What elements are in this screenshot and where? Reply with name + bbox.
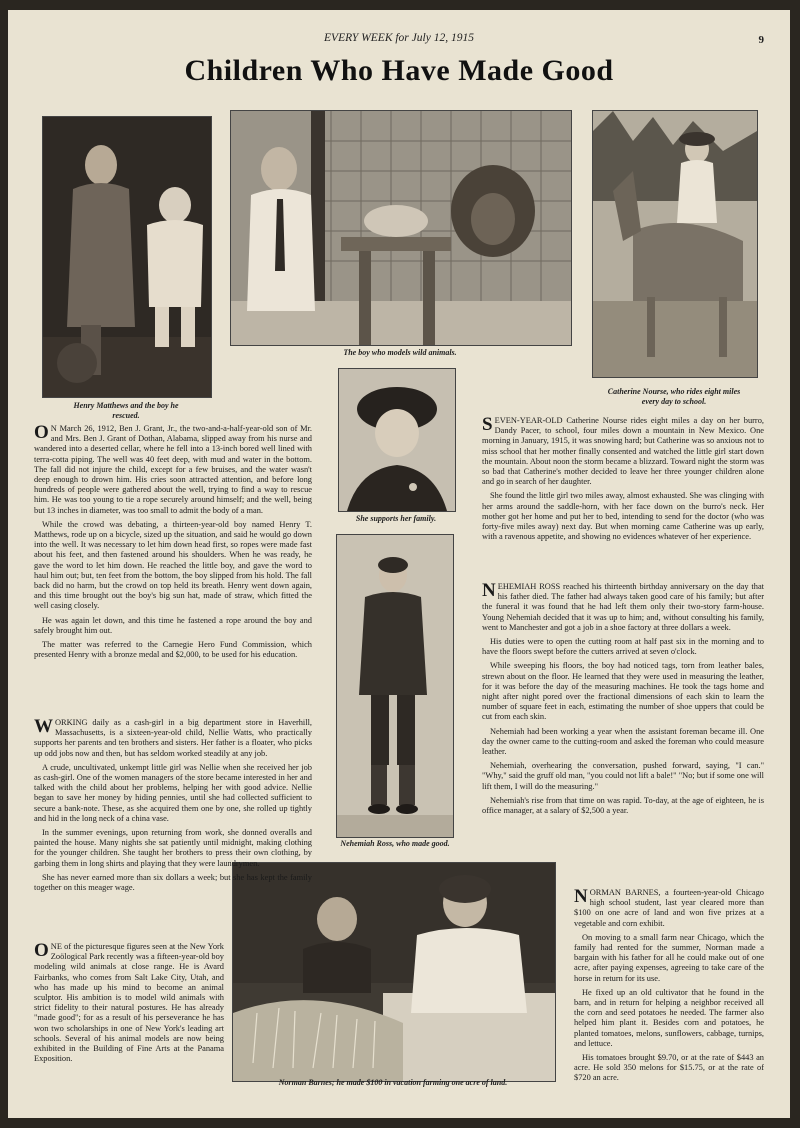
story-grant-p4: The matter was referred to the Carnegie Hero Fund Commission, which presented Henry with a bronze medal and $2,000, to be used for his education. (34, 640, 312, 660)
story-barnes (574, 888, 764, 1100)
girl-portrait-photo-icon (339, 369, 455, 511)
story-watts (34, 718, 312, 940)
drop-cap-barnes: N (574, 888, 588, 907)
story-barnes-p2: On moving to a small farm near Chicago, which the family had rented for the summer, Norman made a bargain with his father for all he could make out of one acre, after paying expenses, agreeing to take care of the horse in return for its use. (574, 932, 764, 983)
story-grant (34, 424, 312, 716)
story-nourse-p2: She found the little girl two miles away, almost exhausted. She was clinging with her arms around the saddle-horn, with her face down on the burro's neck. Her mother got her home and put her to bed, intending to send for the doctor (who was forty-five miles away) next day. But when morning came Catherine was up early, with a ravenous appetite, and showing no evidences whatever of her experience. (482, 491, 764, 542)
boy-standing-photo-icon (337, 535, 453, 837)
story-barnes-lead: ORMAN BARNES, a fourteen-year-old Chicago high school student, last year cleared more than $100 on one acre of land and won five prizes at a vegetable and corn exhibit. (574, 888, 764, 928)
story-watts-lead: ORKING daily as a cash-girl in a big department store in Haverhill, Massachusetts, is a sixteen-year-old child, Nellie Watts, who practically supports her parents and ten brothers and sisters. Her father is a floater, who picks up odd jobs now and then, but has seldom worked steadily at any job. (34, 718, 312, 758)
ross-photo (336, 534, 454, 838)
story-ross-lead: EHEMIAH ROSS reached his thirteenth birthday anniversary on the day that his father died. The father had always taken good care of his family; but after the funeral it was found that he had left them only their two-story farm-house. Young Nehemiah decided that it was up to him; and, without consulting his family, went to Manchester and got a job in a shoe factory at three dollars a week. (482, 582, 764, 632)
story-nourse (482, 416, 764, 576)
matthews-photo-icon (43, 117, 211, 397)
magazine-page (8, 10, 790, 1118)
page-number: 9 (758, 34, 764, 46)
story-ross (482, 582, 764, 856)
drop-cap-grant: O (34, 424, 49, 443)
story-watts-p3: In the summer evenings, upon returning from work, she donned overalls and painted the house. Many nights she sat patiently until midnight, making clothing for the younger children. She taught her brothers to press their own clothing, by garbing them in long shirts and playing that they were laundrymen. (34, 828, 312, 868)
story-fairbanks (34, 942, 224, 1092)
page-title: Children Who Have Made Good (184, 54, 614, 87)
nourse-photo (592, 110, 758, 378)
matthews-photo (42, 116, 212, 398)
family-photo (338, 368, 456, 512)
drop-cap-nourse: S (482, 416, 493, 435)
story-ross-p5: Nehemiah, overhearing the conversation, pushed forward, saying, "I can." "Why," said the gruff old man, "you could not lift a bale!" "No; but if some one will lift them, I will do the measuring." (482, 761, 764, 791)
drop-cap-watts: W (34, 718, 53, 737)
barnes-caption: Norman Barnes; he made $100 in vacation farming one acre of land. (278, 1078, 508, 1087)
story-fairbanks-lead: NE of the picturesque figures seen at the New York Zoölogical Park recently was a fifteen-year-old boy modeling wild animals at close range. He is Avard Fairbanks, who comes from Salt Lake City, Utah, and who has made up his mind to become an animal sculptor. His ambition is to model wild animals with strict fidelity to their natural postures. He has already "made good"; for as a result of his perseverance he has won two scholarships in one of New York's leading art schools. Several of his animal models are now being exhibited in the Building of Fine Arts at the Panama Exposition. (34, 942, 224, 1064)
story-watts-p2: A crude, uncultivated, unkempt little girl was Nellie when she received her job as cash-girl. One of the women managers of the store became interested in her and talked with the child about her problems, helping her with good advice. Nellie began to save her money by hiding pennies, until she had collected sufficient to secure a bank-note. These, as she acquired them one by one, she rolled up tightly and hid in the long neck of a china vase. (34, 762, 312, 823)
drop-cap-fairbanks: O (34, 942, 49, 961)
story-grant-p3: He was again let down, and this time he fastened a rope around the boy and safely brought him out. (34, 615, 312, 635)
family-caption: She supports her family. (355, 514, 437, 523)
story-grant-p2: While the crowd was debating, a thirteen-year-old boy named Henry T. Matthews, rode up on a bicycle, sized up the situation, and said he would go down into the well. It was necessary to let him down head first, so ropes were made fast about his feet, and then fastened around his shoulders. When he was ready, he gave the word to let him down. He reached the little boy, and gave the word to haul him out; but, ten feet from the bottom, the boy slipped from his hold. The fall back did no harm, but the crowd on top held its breath. Henry went down again, and this time brought out the boy's big sun hat, made of straw, which fitted the well casing closely. (34, 519, 312, 611)
story-ross-p3: While sweeping his floors, the boy had noticed tags, torn from leather bales, strewn about on the floor. He learned that they were used in measuring the leather, for it was before the day of the measuring machines. He took the tags home and night after night pored over the fractional dimensions of each skin to learn the number of square feet in each, estimating the number of shoe uppers that could be cut from each skin. (482, 661, 764, 722)
story-ross-p6: Nehemiah's rise from that time on was rapid. To-day, at the age of eighteen, he is office manager, at a salary of $2,500 a year. (482, 795, 764, 816)
matthews-caption: Henry Matthews and the boy he rescued. (73, 401, 179, 420)
story-ross-p4: Nehemiah had been working a year when the assistant foreman became ill. One day the owner came to the cutting-room and asked the foreman who could measure leather. (482, 726, 764, 757)
models-caption: The boy who models wild animals. (343, 348, 457, 357)
story-ross-p2: His duties were to open the cutting room at half past six in the morning and to have the floors swept before the cutters arrived at seven o'clock. (482, 637, 764, 657)
story-watts-p4: She has never earned more than six dollars a week; but she has kept the family together on this meager wage. (34, 872, 312, 893)
story-barnes-p4: His tomatoes brought $9.70, or at the rate of $443 an acre. He sold 350 melons for $15.75, or at the rate of $720 an acre. (574, 1053, 764, 1083)
sculptor-lion-photo-icon (231, 111, 571, 345)
story-nourse-lead: EVEN-YEAR-OLD Catherine Nourse rides eight miles a day on her burro, Dandy Pacer, to school, four miles down a mountain in New Mexico. One morning in January, 1915, it was snowing hard; but Catherine was so anxious not to miss school that her mother finally consented and watched the little girl start down the mountain. About noon the storm became a blizzard. Toward night the storm was so bad that Catherine's mother decided to leave her three younger children alone and go in search of her daughter. (482, 416, 764, 487)
girl-on-burro-photo-icon (593, 111, 757, 377)
ross-caption: Nehemiah Ross, who made good. (340, 839, 450, 848)
drop-cap-ross: N (482, 582, 496, 601)
models-photo (230, 110, 572, 346)
nourse-caption: Catherine Nourse, who rides eight miles every day to school. (607, 387, 741, 406)
story-barnes-p3: He fixed up an old cultivator that he found in the barn, and in return for helping a neighbor received all the corn and seed potatoes he needed. The farmer also helped him plant it. Besides corn and potatoes, he planted tomatoes, melons, sunflowers, cabbage, turnips, and lettuce. (574, 987, 764, 1048)
running-header: EVERY WEEK for July 12, 1915 (324, 32, 474, 44)
story-grant-lead: N March 26, 1912, Ben J. Grant, Jr., the two-and-a-half-year-old son of Mr. and Mrs. Ben J. Grant of Dothan, Alabama, slipped away from his nurse and wandered into a deserted cellar, where he fell into a 13-inch bored well lined with terra-cotta piping. The well was 40 feet deep, with mud and water in the bottom. The fall did not injure the child, except for a few bruises, and the water wasn't deep enough to drown him. His cries soon attracted attention, and before long hundreds of people were gathered about the well, trying to find a way to rescue him. He was too young to tie a rope securely around himself; and the well, being but 13 inches in diameter, was too small to admit the body of a man. (34, 424, 312, 515)
